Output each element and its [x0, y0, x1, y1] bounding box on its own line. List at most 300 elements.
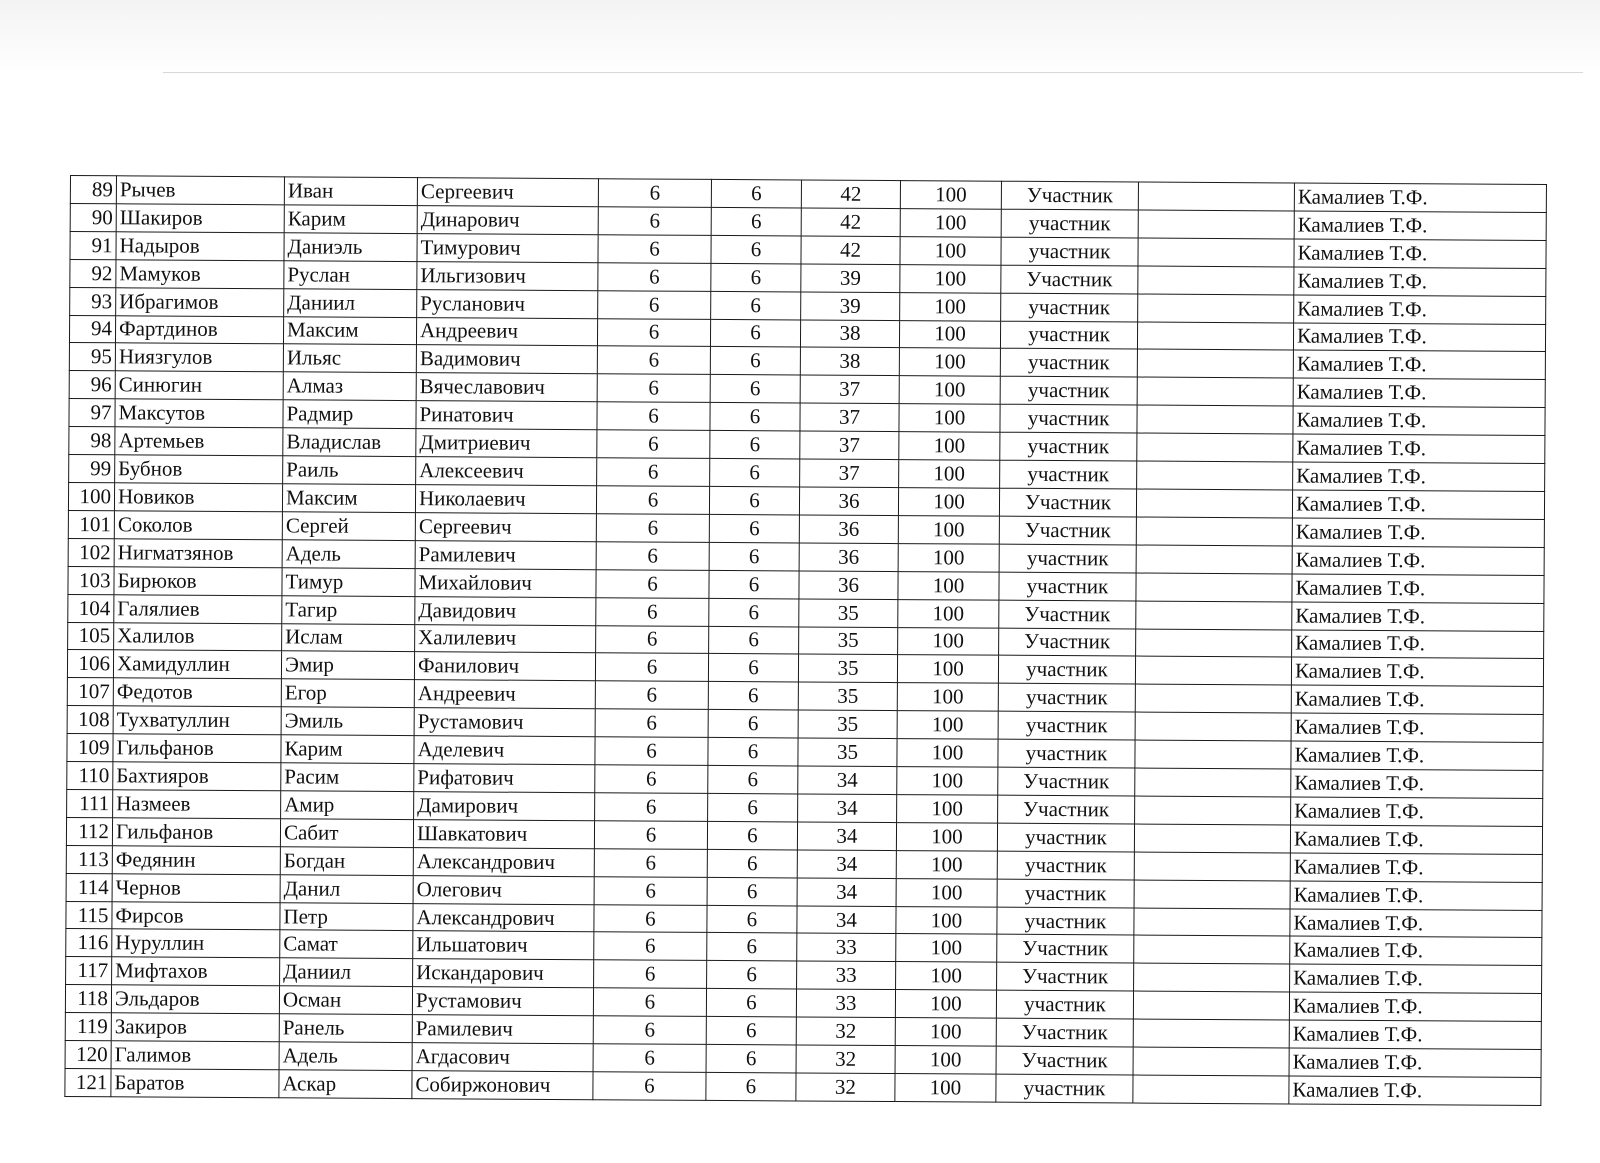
grade-cell: 6 [709, 570, 799, 598]
row-number: 94 [69, 315, 115, 343]
grade-cell: 6 [710, 319, 800, 347]
score-cell: 37 [800, 403, 899, 432]
teacher-cell: Камалиев Т.Ф. [1290, 825, 1542, 854]
note-cell [1135, 768, 1291, 797]
row-number: 121 [65, 1068, 111, 1096]
teacher-cell: Камалиев Т.Ф. [1294, 267, 1546, 296]
note-cell [1137, 433, 1293, 462]
surname-cell: Мамуков [116, 260, 284, 289]
teacher-cell: Камалиев Т.Ф. [1293, 406, 1545, 435]
max-score-cell: 100 [900, 208, 1001, 237]
max-score-cell: 100 [900, 236, 1001, 265]
status-cell: участник [1000, 460, 1137, 489]
surname-cell: Федотов [113, 678, 281, 707]
teacher-cell: Камалиев Т.Ф. [1293, 350, 1545, 379]
row-number: 120 [65, 1041, 111, 1069]
class-cell: 6 [597, 346, 710, 375]
surname-cell: Надыров [116, 232, 284, 261]
class-cell: 6 [594, 904, 707, 933]
status-cell: участник [997, 823, 1134, 852]
teacher-cell: Камалиев Т.Ф. [1292, 518, 1544, 547]
surname-cell: Нуруллин [112, 929, 280, 958]
grade-cell: 6 [709, 514, 799, 542]
score-cell: 36 [799, 571, 898, 600]
grade-cell: 6 [707, 849, 797, 877]
grade-cell: 6 [710, 347, 800, 375]
teacher-cell: Камалиев Т.Ф. [1293, 434, 1545, 463]
score-cell: 42 [801, 236, 900, 265]
score-cell: 39 [801, 292, 900, 321]
score-cell: 39 [801, 264, 900, 293]
row-number: 105 [68, 622, 114, 650]
score-cell: 36 [799, 487, 898, 516]
row-number: 107 [67, 678, 113, 706]
surname-cell: Бирюков [114, 566, 282, 595]
note-cell [1137, 349, 1293, 378]
status-cell: Участник [999, 516, 1136, 545]
status-cell: участник [1001, 209, 1138, 238]
class-cell: 6 [596, 597, 709, 626]
grade-cell: 6 [709, 598, 799, 626]
first-name-cell: Владислав [283, 428, 416, 457]
teacher-cell: Камалиев Т.Ф. [1293, 378, 1545, 407]
teacher-cell: Камалиев Т.Ф. [1292, 574, 1544, 603]
row-number: 108 [67, 706, 113, 734]
status-cell: участник [1000, 377, 1137, 406]
first-name-cell: Тагир [282, 595, 415, 624]
patronymic-cell: Рамилевич [412, 1015, 593, 1044]
class-cell: 6 [596, 569, 709, 598]
status-cell: Участник [997, 963, 1134, 992]
row-number: 89 [70, 176, 116, 204]
first-name-cell: Карим [281, 735, 414, 764]
surname-cell: Закиров [111, 1013, 279, 1042]
status-cell: Участник [999, 628, 1136, 657]
class-cell: 6 [597, 458, 710, 487]
note-cell [1135, 684, 1291, 713]
max-score-cell: 100 [900, 292, 1001, 321]
row-number: 116 [66, 929, 112, 957]
max-score-cell: 100 [895, 1046, 996, 1075]
status-cell: участник [998, 711, 1135, 740]
row-number: 91 [70, 231, 116, 259]
scan-edge-line [163, 72, 1583, 73]
row-number: 100 [68, 482, 114, 510]
patronymic-cell: Сергеевич [417, 178, 598, 207]
first-name-cell: Даниэль [284, 233, 417, 262]
row-number: 98 [69, 427, 115, 455]
max-score-cell: 100 [896, 878, 997, 907]
class-cell: 6 [593, 1044, 706, 1073]
patronymic-cell: Ильшатович [413, 931, 594, 960]
max-score-cell: 100 [898, 488, 999, 517]
teacher-cell: Камалиев Т.Ф. [1294, 183, 1546, 212]
class-cell: 6 [596, 542, 709, 571]
row-number: 112 [66, 817, 112, 845]
max-score-cell: 100 [897, 767, 998, 796]
score-cell: 34 [797, 906, 896, 935]
patronymic-cell: Рамилевич [415, 540, 596, 569]
score-cell: 37 [800, 459, 899, 488]
teacher-cell: Камалиев Т.Ф. [1294, 295, 1546, 324]
max-score-cell: 100 [896, 850, 997, 879]
class-cell: 6 [594, 848, 707, 877]
grade-cell: 6 [708, 765, 798, 793]
patronymic-cell: Андреевич [416, 317, 597, 346]
score-cell: 37 [800, 375, 899, 404]
score-cell: 36 [799, 543, 898, 572]
row-number: 117 [66, 957, 112, 985]
teacher-cell: Камалиев Т.Ф. [1292, 546, 1544, 575]
teacher-cell: Камалиев Т.Ф. [1293, 462, 1545, 491]
surname-cell: Шакиров [116, 204, 284, 233]
class-cell: 6 [594, 821, 707, 850]
status-cell: Участник [999, 600, 1136, 629]
grade-cell: 6 [706, 1044, 796, 1072]
first-name-cell: Алмаз [283, 372, 416, 401]
score-cell: 34 [797, 850, 896, 879]
patronymic-cell: Собиржонович [412, 1071, 593, 1100]
grade-cell: 6 [710, 431, 800, 459]
max-score-cell: 100 [899, 320, 1000, 349]
grade-cell: 6 [709, 486, 799, 514]
patronymic-cell: Агдасович [412, 1043, 593, 1072]
patronymic-cell: Ильгизович [417, 261, 598, 290]
grade-cell: 6 [710, 458, 800, 486]
row-number: 92 [70, 259, 116, 287]
score-cell: 38 [800, 347, 899, 376]
row-number: 99 [69, 455, 115, 483]
patronymic-cell: Русланович [417, 289, 598, 318]
class-cell: 6 [598, 179, 711, 208]
note-cell [1136, 601, 1292, 630]
status-cell: участник [1000, 349, 1137, 378]
status-cell: Участник [1001, 181, 1138, 210]
patronymic-cell: Алексеевич [416, 457, 597, 486]
teacher-cell: Камалиев Т.Ф. [1290, 964, 1542, 993]
teacher-cell: Камалиев Т.Ф. [1289, 1048, 1541, 1077]
patronymic-cell: Александрович [413, 847, 594, 876]
surname-cell: Галимов [111, 1041, 279, 1070]
row-number: 104 [68, 594, 114, 622]
status-cell: участник [1000, 321, 1137, 350]
grade-cell: 6 [709, 626, 799, 654]
teacher-cell: Камалиев Т.Ф. [1289, 992, 1541, 1021]
teacher-cell: Камалиев Т.Ф. [1294, 239, 1546, 268]
status-cell: участник [998, 656, 1135, 685]
surname-cell: Назмеев [113, 790, 281, 819]
patronymic-cell: Вячеславович [416, 373, 597, 402]
status-cell: Участник [996, 1046, 1133, 1075]
status-cell: участник [999, 572, 1136, 601]
max-score-cell: 100 [897, 711, 998, 740]
surname-cell: Новиков [114, 483, 282, 512]
patronymic-cell: Вадимович [416, 345, 597, 374]
patronymic-cell: Николаевич [415, 485, 596, 514]
class-cell: 6 [593, 988, 706, 1017]
status-cell: Участник [999, 488, 1136, 517]
surname-cell: Галялиев [114, 594, 282, 623]
class-cell: 6 [598, 262, 711, 291]
row-number: 109 [67, 734, 113, 762]
row-number: 111 [67, 789, 113, 817]
score-cell: 32 [796, 1073, 895, 1102]
score-cell: 35 [798, 738, 897, 767]
max-score-cell: 100 [896, 906, 997, 935]
grade-cell: 6 [707, 821, 797, 849]
patronymic-cell: Давидович [415, 596, 596, 625]
note-cell [1135, 656, 1291, 685]
note-cell [1138, 210, 1294, 239]
surname-cell: Соколов [114, 511, 282, 540]
class-cell: 6 [594, 876, 707, 905]
class-cell: 6 [598, 290, 711, 319]
note-cell [1136, 545, 1292, 574]
score-cell: 34 [798, 766, 897, 795]
status-cell: Участник [998, 767, 1135, 796]
patronymic-cell: Ринатович [416, 401, 597, 430]
patronymic-cell: Рустамович [414, 708, 595, 737]
row-number: 102 [68, 538, 114, 566]
note-cell [1138, 238, 1294, 267]
max-score-cell: 100 [899, 460, 1000, 489]
status-cell: участник [1000, 404, 1137, 433]
row-number: 96 [69, 371, 115, 399]
patronymic-cell: Фанилович [414, 652, 595, 681]
note-cell [1137, 461, 1293, 490]
score-cell: 35 [799, 599, 898, 628]
results-table [64, 175, 1547, 1106]
note-cell [1133, 1019, 1289, 1048]
class-cell: 6 [594, 932, 707, 961]
surname-cell: Бахтияров [113, 762, 281, 791]
teacher-cell: Камалиев Т.Ф. [1289, 1020, 1541, 1049]
first-name-cell: Расим [281, 763, 414, 792]
patronymic-cell: Динарович [417, 206, 598, 235]
note-cell [1136, 517, 1292, 546]
grade-cell: 6 [707, 877, 797, 905]
max-score-cell: 100 [899, 432, 1000, 461]
status-cell: Участник [996, 1018, 1133, 1047]
surname-cell: Халилов [114, 622, 282, 651]
surname-cell: Хамидуллин [113, 650, 281, 679]
score-cell: 32 [796, 1045, 895, 1074]
max-score-cell: 100 [899, 376, 1000, 405]
grade-cell: 6 [708, 738, 798, 766]
status-cell: участник [1000, 432, 1137, 461]
surname-cell: Мифтахов [112, 957, 280, 986]
grade-cell: 6 [707, 905, 797, 933]
score-cell: 35 [799, 626, 898, 655]
patronymic-cell: Александрович [413, 903, 594, 932]
score-cell: 33 [797, 933, 896, 962]
class-cell: 6 [597, 374, 710, 403]
first-name-cell: Адель [282, 540, 415, 569]
first-name-cell: Осман [279, 986, 412, 1015]
note-cell [1136, 573, 1292, 602]
note-cell [1134, 824, 1290, 853]
class-cell: 6 [594, 960, 707, 989]
scan-shadow [0, 0, 1600, 95]
class-cell: 6 [595, 737, 708, 766]
first-name-cell: Ранель [279, 1014, 412, 1043]
teacher-cell: Камалиев Т.Ф. [1291, 685, 1543, 714]
first-name-cell: Иван [284, 177, 417, 206]
grade-cell: 6 [706, 989, 796, 1017]
max-score-cell: 100 [896, 962, 997, 991]
teacher-cell: Камалиев Т.Ф. [1292, 629, 1544, 658]
score-cell: 35 [798, 682, 897, 711]
surname-cell: Гильфанов [112, 818, 280, 847]
status-cell: Участник [1001, 265, 1138, 294]
max-score-cell: 100 [897, 739, 998, 768]
class-cell: 6 [595, 709, 708, 738]
status-cell: участник [997, 879, 1134, 908]
surname-cell: Фирсов [112, 901, 280, 930]
row-number: 95 [69, 343, 115, 371]
note-cell [1133, 1047, 1289, 1076]
row-number: 113 [66, 845, 112, 873]
max-score-cell: 100 [895, 990, 996, 1019]
teacher-cell: Камалиев Т.Ф. [1290, 853, 1542, 882]
note-cell [1138, 266, 1294, 295]
row-number: 103 [68, 566, 114, 594]
grade-cell: 6 [708, 682, 798, 710]
surname-cell: Бубнов [115, 455, 283, 484]
grade-cell: 6 [708, 793, 798, 821]
row-number: 119 [65, 1013, 111, 1041]
patronymic-cell: Искандарович [413, 959, 594, 988]
first-name-cell: Сергей [282, 512, 415, 541]
status-cell: участник [996, 1074, 1133, 1103]
row-number: 101 [68, 510, 114, 538]
class-cell: 6 [595, 793, 708, 822]
teacher-cell: Камалиев Т.Ф. [1290, 909, 1542, 938]
status-cell: участник [998, 739, 1135, 768]
score-cell: 38 [800, 319, 899, 348]
note-cell [1134, 880, 1290, 909]
status-cell: Участник [998, 795, 1135, 824]
class-cell: 6 [596, 625, 709, 654]
teacher-cell: Камалиев Т.Ф. [1293, 323, 1545, 352]
status-cell: участник [996, 990, 1133, 1019]
max-score-cell: 100 [897, 655, 998, 684]
class-cell: 6 [593, 1072, 706, 1101]
grade-cell: 6 [708, 710, 798, 738]
grade-cell: 6 [710, 403, 800, 431]
status-cell: участник [1001, 237, 1138, 266]
note-cell [1134, 908, 1290, 937]
score-cell: 35 [798, 654, 897, 683]
class-cell: 6 [596, 486, 709, 515]
surname-cell: Баратов [111, 1069, 279, 1098]
patronymic-cell: Рифатович [414, 764, 595, 793]
teacher-cell: Камалиев Т.Ф. [1292, 490, 1544, 519]
max-score-cell: 100 [898, 515, 999, 544]
patronymic-cell: Дамирович [414, 792, 595, 821]
max-score-cell: 100 [895, 1074, 996, 1103]
first-name-cell: Адель [279, 1042, 412, 1071]
first-name-cell: Данил [280, 874, 413, 903]
row-number: 97 [69, 399, 115, 427]
grade-cell: 6 [706, 1072, 796, 1101]
score-cell: 33 [796, 989, 895, 1018]
patronymic-cell: Олегович [413, 875, 594, 904]
note-cell [1137, 322, 1293, 351]
patronymic-cell: Андреевич [414, 680, 595, 709]
first-name-cell: Радмир [283, 400, 416, 429]
note-cell [1137, 377, 1293, 406]
surname-cell: Ниязгулов [115, 343, 283, 372]
first-name-cell: Эмиль [281, 707, 414, 736]
grade-cell: 6 [710, 375, 800, 403]
first-name-cell: Ильяс [283, 344, 416, 373]
first-name-cell: Сабит [280, 819, 413, 848]
teacher-cell: Камалиев Т.Ф. [1294, 211, 1546, 240]
status-cell: участник [1001, 293, 1138, 322]
note-cell [1138, 182, 1294, 211]
class-cell: 6 [595, 653, 708, 682]
grade-cell: 6 [711, 291, 801, 319]
row-number: 90 [70, 203, 116, 231]
first-name-cell: Эмир [281, 651, 414, 680]
max-score-cell: 100 [898, 571, 999, 600]
patronymic-cell: Сергеевич [415, 512, 596, 541]
note-cell [1134, 963, 1290, 992]
max-score-cell: 100 [897, 794, 998, 823]
surname-cell: Синюгин [115, 371, 283, 400]
first-name-cell: Максим [282, 484, 415, 513]
surname-cell: Эльдаров [111, 985, 279, 1014]
first-name-cell: Даниил [284, 288, 417, 317]
max-score-cell: 100 [898, 627, 999, 656]
surname-cell: Тухватуллин [113, 706, 281, 735]
surname-cell: Максутов [115, 399, 283, 428]
surname-cell: Нигматзянов [114, 539, 282, 568]
first-name-cell: Тимур [282, 567, 415, 596]
row-number: 118 [65, 985, 111, 1013]
first-name-cell: Ислам [282, 623, 415, 652]
class-cell: 6 [595, 765, 708, 794]
score-cell: 42 [801, 208, 900, 237]
max-score-cell: 100 [896, 934, 997, 963]
score-cell: 36 [799, 515, 898, 544]
teacher-cell: Камалиев Т.Ф. [1291, 713, 1543, 742]
first-name-cell: Петр [280, 902, 413, 931]
score-cell: 33 [797, 961, 896, 990]
class-cell: 6 [597, 430, 710, 459]
surname-cell: Чернов [112, 873, 280, 902]
first-name-cell: Самат [280, 930, 413, 959]
note-cell [1135, 740, 1291, 769]
note-cell [1134, 935, 1290, 964]
first-name-cell: Даниил [280, 958, 413, 987]
grade-cell: 6 [709, 542, 799, 570]
class-cell: 6 [598, 235, 711, 264]
score-cell: 34 [797, 822, 896, 851]
patronymic-cell: Рустамович [412, 987, 593, 1016]
note-cell [1133, 991, 1289, 1020]
surname-cell: Фартдинов [115, 315, 283, 344]
grade-cell: 6 [708, 654, 798, 682]
max-score-cell: 100 [900, 264, 1001, 293]
row-number: 110 [67, 762, 113, 790]
teacher-cell: Камалиев Т.Ф. [1291, 797, 1543, 826]
status-cell: участник [997, 907, 1134, 936]
note-cell [1135, 796, 1291, 825]
teacher-cell: Камалиев Т.Ф. [1291, 741, 1543, 770]
patronymic-cell: Дмитриевич [416, 429, 597, 458]
